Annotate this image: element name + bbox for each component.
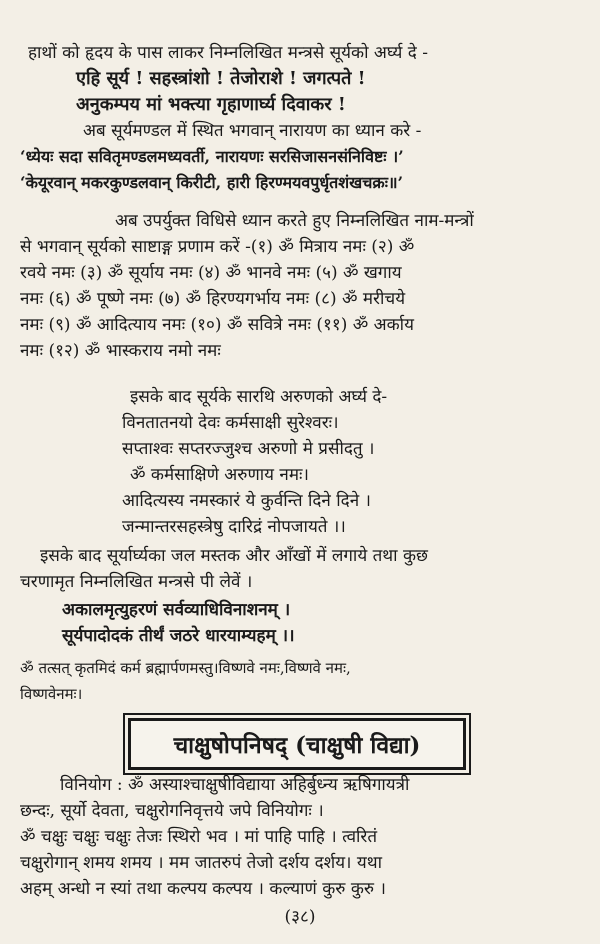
mantra-line-2: अनुकम्पय मां भक्त्या गृहाणार्घ्य दिवाकर ! [76,94,346,115]
text-line-12: ॐ तत्सत् कृतमिदं कर्म ब्रह्मार्पणमस्तु।विष्णवे नमः,विष्णवे नमः, [20,659,351,677]
text-line-11: चरणामृत निम्नलिखित मन्त्रसे पी लेवें । [20,572,253,592]
page-number: (३८) [284,907,316,927]
shloka-line-2: सप्ताश्वः सप्तरज्जुश्च अरुणो मे प्रसीदतु । [122,439,375,459]
text-line-2: अब सूर्यमण्डल में स्थित भगवान् नारायण का ध्यान करे - [83,121,422,141]
text-line-14: विनियोग : ॐ अस्याश्चाक्षुषीविद्याया अहिर्बुध्न्य ऋषिगायत्री [60,775,410,795]
text-line-7: नमः (९) ॐ आदित्याय नमः (१०) ॐ सवित्रे नमः (११) ॐ अर्काय [20,315,414,335]
shloka-line-6: अकालमृत्युहरणं सर्वव्याधिविनाशनम् । [62,600,291,620]
text-line-9: इसके बाद सूर्यके सारथि अरुणको अर्घ्य दे- [130,387,388,407]
mantra-line-1: एहि सूर्य ! सहस्त्रांशो ! तेजोराशे ! जगत्पते ! [76,68,366,89]
text-line-15: छन्दः, सूर्यो देवता, चक्षुरोगनिवृत्तये जपे विनियोगः । [20,801,324,821]
text-line-1: हाथों को हृदय के पास लाकर निम्नलिखित मन्त्रसे सूर्यको अर्घ्य दे - [28,43,428,63]
text-line-18: अहम् अन्धो न स्यां तथा कल्पय कल्पय । कल्याणं कुरु कुरु । [20,879,386,899]
text-line-16: ॐ चक्षुः चक्षुः चक्षुः तेजः स्थिरो भव । मां पाहि पाहि । त्वरितं [20,827,378,847]
text-line-5: रवये नमः (३) ॐ सूर्याय नमः (४) ॐ भानवे नमः (५) ॐ खगाय [20,263,402,283]
shloka-line-3: ॐ कर्मसाक्षिणे अरुणाय नमः। [130,465,309,485]
dhyana-line-1: ‘ध्येयः सदा सवितृमण्डलमध्यवर्ती, नारायणः सरसिजासनसंनिविष्टः ।’ [20,147,404,166]
text-line-3: अब उपर्युक्त विधिसे ध्यान करते हुए निम्नलिखित नाम-मन्त्रों [115,211,474,231]
shloka-line-7: सूर्यपादोदकं तीर्थं जठरे धारयाम्यहम् ।। [62,626,295,646]
text-line-17: चक्षुरोगान् शमय शमय । मम जातरुपं तेजो दर्शय दर्शय। यथा [20,853,383,873]
shloka-line-1: विनतातनयो देवः कर्मसाक्षी सुरेश्वरः। [122,413,339,433]
text-line-10: इसके बाद सूर्यार्घ्यका जल मस्तक और आँखों में लगाये तथा कुछ [40,546,428,566]
text-line-6: नमः (६) ॐ पूष्णे नमः (७) ॐ हिरण्यगर्भाय नमः (८) ॐ मरीचये [20,289,406,309]
text-line-8: नमः (१२) ॐ भास्कराय नमो नमः [20,341,221,361]
section-heading: चाक्षुषोपनिषद् (चाक्षुषी विद्या) [173,732,421,759]
shloka-line-4: आदित्यस्य नमस्कारं ये कुर्वन्ति दिने दिने । [122,491,371,511]
text-line-4: से भगवान् सूर्यको साष्टाङ्ग प्रणाम करें -(१) ॐ मित्राय नमः (२) ॐ [20,237,415,257]
text-line-13: विष्णवेनमः। [20,685,83,703]
shloka-line-5: जन्मान्तरसहस्त्रेषु दारिद्रं नोपजायते ।। [122,517,346,537]
dhyana-line-2: ‘केयूरवान् मकरकुण्डलवान् किरीटी, हारी हिरण्मयवपुर्धृतशंखचक्रः॥’ [20,173,404,192]
section-heading-box [128,718,466,770]
